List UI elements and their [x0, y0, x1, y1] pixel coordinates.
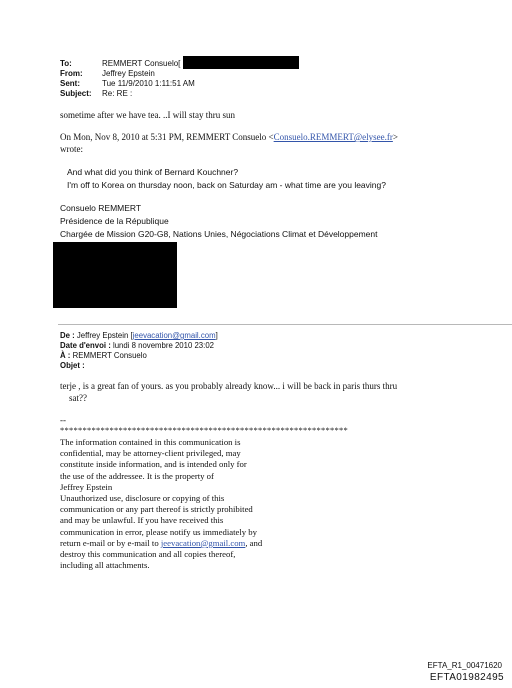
disclaimer-email-suffix: , and	[245, 537, 263, 548]
de-value-prefix: Jeffrey Epstein [	[76, 331, 133, 340]
original-body-line-2: sat??	[69, 393, 87, 403]
disclaimer-line: communication or any part thereof is strictly prohibited	[60, 504, 253, 515]
disclaimer-line-email	[60, 538, 262, 549]
disclaimer-email-prefix: return e-mail or by e-mail to	[60, 537, 161, 548]
de-value-suffix: ]	[215, 331, 218, 340]
footer-ref-1: EFTA_R1_00471620	[427, 661, 502, 670]
de-label: De :	[60, 331, 75, 340]
objet-row	[60, 361, 85, 370]
disclaimer-line: communication in error, please notify us immediately by	[60, 526, 257, 537]
signature-name: Consuelo REMMERT	[60, 203, 142, 213]
original-body-line-1: terje , is a great fan of yours. as you probably already know... i will be back in paris thurs thru	[60, 381, 398, 391]
disclaimer-line: Unauthorized use, disclosure or copying of this	[60, 493, 225, 504]
from-value: Jeffrey Epstein	[102, 69, 155, 78]
objet-label: Objet :	[60, 361, 85, 370]
a-row	[60, 351, 147, 360]
quote-intro-email-link[interactable]: Consuelo.REMMERT@elysee.fr	[273, 132, 393, 142]
disclaimer-line: the use of the addressee. It is the property of	[60, 470, 214, 481]
signature-title: Chargée de Mission G20-G8, Nations Unies, Négociations Climat et Développement	[60, 229, 378, 239]
date-value: lundi 8 novembre 2010 23:02	[112, 341, 214, 350]
subject-value: Re: RE :	[102, 89, 133, 98]
sent-value: Tue 11/9/2010 1:11:51 AM	[102, 79, 195, 88]
date-row	[60, 341, 214, 350]
to-label: To:	[60, 59, 72, 68]
redaction-signature-block	[53, 242, 177, 308]
de-email-link[interactable]: jeevacation@gmail.com	[132, 331, 216, 340]
quote-intro-suffix: >	[392, 132, 398, 142]
disclaimer-line: including all attachments.	[60, 560, 150, 571]
separator-line	[58, 324, 512, 325]
de-row	[60, 331, 218, 340]
subject-label: Subject:	[60, 89, 92, 98]
disclaimer-block	[60, 437, 262, 571]
quoted-line-1: And what did you think of Bernard Kouchner?	[67, 167, 239, 177]
signature-org: Présidence de la République	[60, 216, 169, 226]
disclaimer-line: The information contained in this communication is	[60, 437, 241, 447]
a-label: À :	[60, 351, 71, 360]
date-label: Date d'envoi :	[60, 341, 111, 350]
disclaimer-line: confidential, may be attorney-client privileged, may	[60, 448, 241, 459]
quoted-line-2: I'm off to Korea on thursday noon, back on Saturday am - what time are you leaving?	[67, 180, 386, 190]
from-label: From:	[60, 69, 83, 78]
disclaimer-line: destroy this communication and all copies thereof,	[60, 549, 236, 560]
redaction-to	[183, 56, 299, 69]
to-value: REMMERT Consuelo[	[102, 59, 181, 68]
a-value: REMMERT Consuelo	[72, 351, 147, 360]
reply-body: sometime after we have tea. ..I will stay thru sun	[60, 110, 235, 120]
disclaimer-line: constitute inside information, and is intended only for	[60, 459, 247, 470]
disclaimer-line: Jeffrey Epstein	[60, 481, 113, 492]
disclaimer-line: and may be unlawful. If you have received this	[60, 515, 224, 526]
quote-intro-wrote: wrote:	[60, 144, 83, 154]
signature-dashes: --	[60, 415, 66, 425]
sent-label: Sent:	[60, 79, 80, 88]
quote-intro	[60, 132, 398, 142]
quote-intro-prefix: On Mon, Nov 8, 2010 at 5:31 PM, REMMERT Consuelo <	[60, 132, 274, 142]
disclaimer-email-link[interactable]: jeevacation@gmail.com	[160, 537, 246, 548]
stars-divider: ****************************************************************	[60, 425, 348, 435]
footer-ref-2: EFTA01982495	[429, 672, 504, 683]
